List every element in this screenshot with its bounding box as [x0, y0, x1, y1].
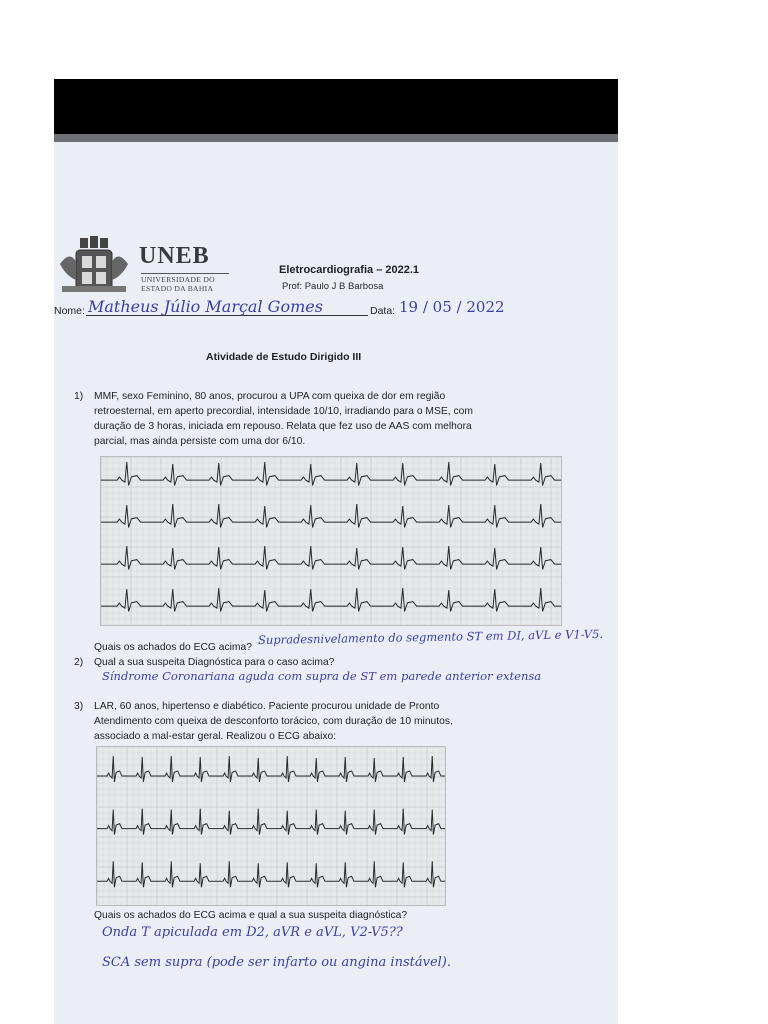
q3-number: 3)	[74, 701, 84, 712]
name-handwritten: Matheus Júlio Marçal Gomes	[88, 297, 323, 316]
ecg-lead-trace	[101, 588, 561, 611]
ecg-tracing-2	[96, 746, 446, 906]
ecg-lead-trace	[101, 546, 561, 569]
name-label: Nome:	[54, 305, 85, 317]
q1-followup: Quais os achados do ECG acima?	[94, 642, 252, 653]
logo-subtitle-2: ESTADO DA BAHIA	[141, 284, 214, 293]
ecg-lead-trace	[101, 504, 561, 527]
logo-name: UNEB	[139, 243, 210, 269]
q1-line: retroesternal, em aperto precordial, intensidade 10/10, irradiando para o MSE, com	[94, 406, 473, 417]
ecg-tracing-1	[100, 456, 562, 626]
scan-black-border	[54, 79, 618, 134]
professor-name: Prof: Paulo J B Barbosa	[282, 281, 384, 292]
date-label: Data:	[370, 305, 396, 317]
q3-text	[94, 699, 530, 744]
course-title: Eletrocardiografia – 2022.1	[279, 264, 420, 276]
q1-line: parcial, mas ainda persiste com uma dor 6/10.	[94, 436, 306, 447]
q3-followup: Quais os achados do ECG acima e qual a sua suspeita diagnóstica?	[94, 910, 408, 921]
university-seal-logo	[56, 236, 132, 294]
q1-number: 1)	[74, 391, 84, 402]
q1-line: duração de 3 horas, iniciada em repouso. Relata que fez uso de AAS com melhora	[94, 421, 472, 432]
ecg-tracing-2-svg	[97, 747, 445, 905]
q1-line: MMF, sexo Feminino, 80 anos, procurou a UPA com queixa de dor em região	[94, 391, 446, 402]
q2-answer-handwritten: Síndrome Coronariana aguda com supra de ST em parede anterior extensa	[102, 669, 542, 683]
q3-answer-line-1: Onda T apiculada em D2, aVR e aVL, V2-V5??	[102, 925, 403, 940]
activity-title: Atividade de Estudo Dirigido III	[206, 351, 362, 363]
logo-divider	[141, 273, 229, 274]
ecg-lead-trace	[101, 462, 561, 485]
q3-answer-line-2: SCA sem supra (pode ser infarto ou angina instável).	[102, 955, 451, 970]
scan-gray-border	[54, 134, 618, 142]
q3-line: associado a mal-estar geral. Realizou o ECG abaixo:	[94, 731, 337, 742]
q1-answer-handwritten: Supradesnivelamento do segmento ST em DI, aVL e V1-V5.	[257, 626, 604, 647]
q3-line: Atendimento com queixa de desconforto torácico, com duração de 10 minutos,	[94, 716, 453, 727]
q1-text	[94, 389, 530, 449]
scanned-paper	[54, 79, 618, 1024]
date-handwritten: 19 / 05 / 2022	[399, 298, 505, 316]
q2-text: Qual a sua suspeita Diagnóstica para o caso acima?	[94, 657, 335, 668]
q3-line: LAR, 60 anos, hipertenso e diabético. Paciente procurou unidade de Pronto	[94, 701, 440, 712]
ecg-tracing-1-svg	[101, 457, 561, 625]
q2-number: 2)	[74, 657, 84, 668]
logo-subtitle-1: UNIVERSIDADE DO	[141, 275, 215, 284]
